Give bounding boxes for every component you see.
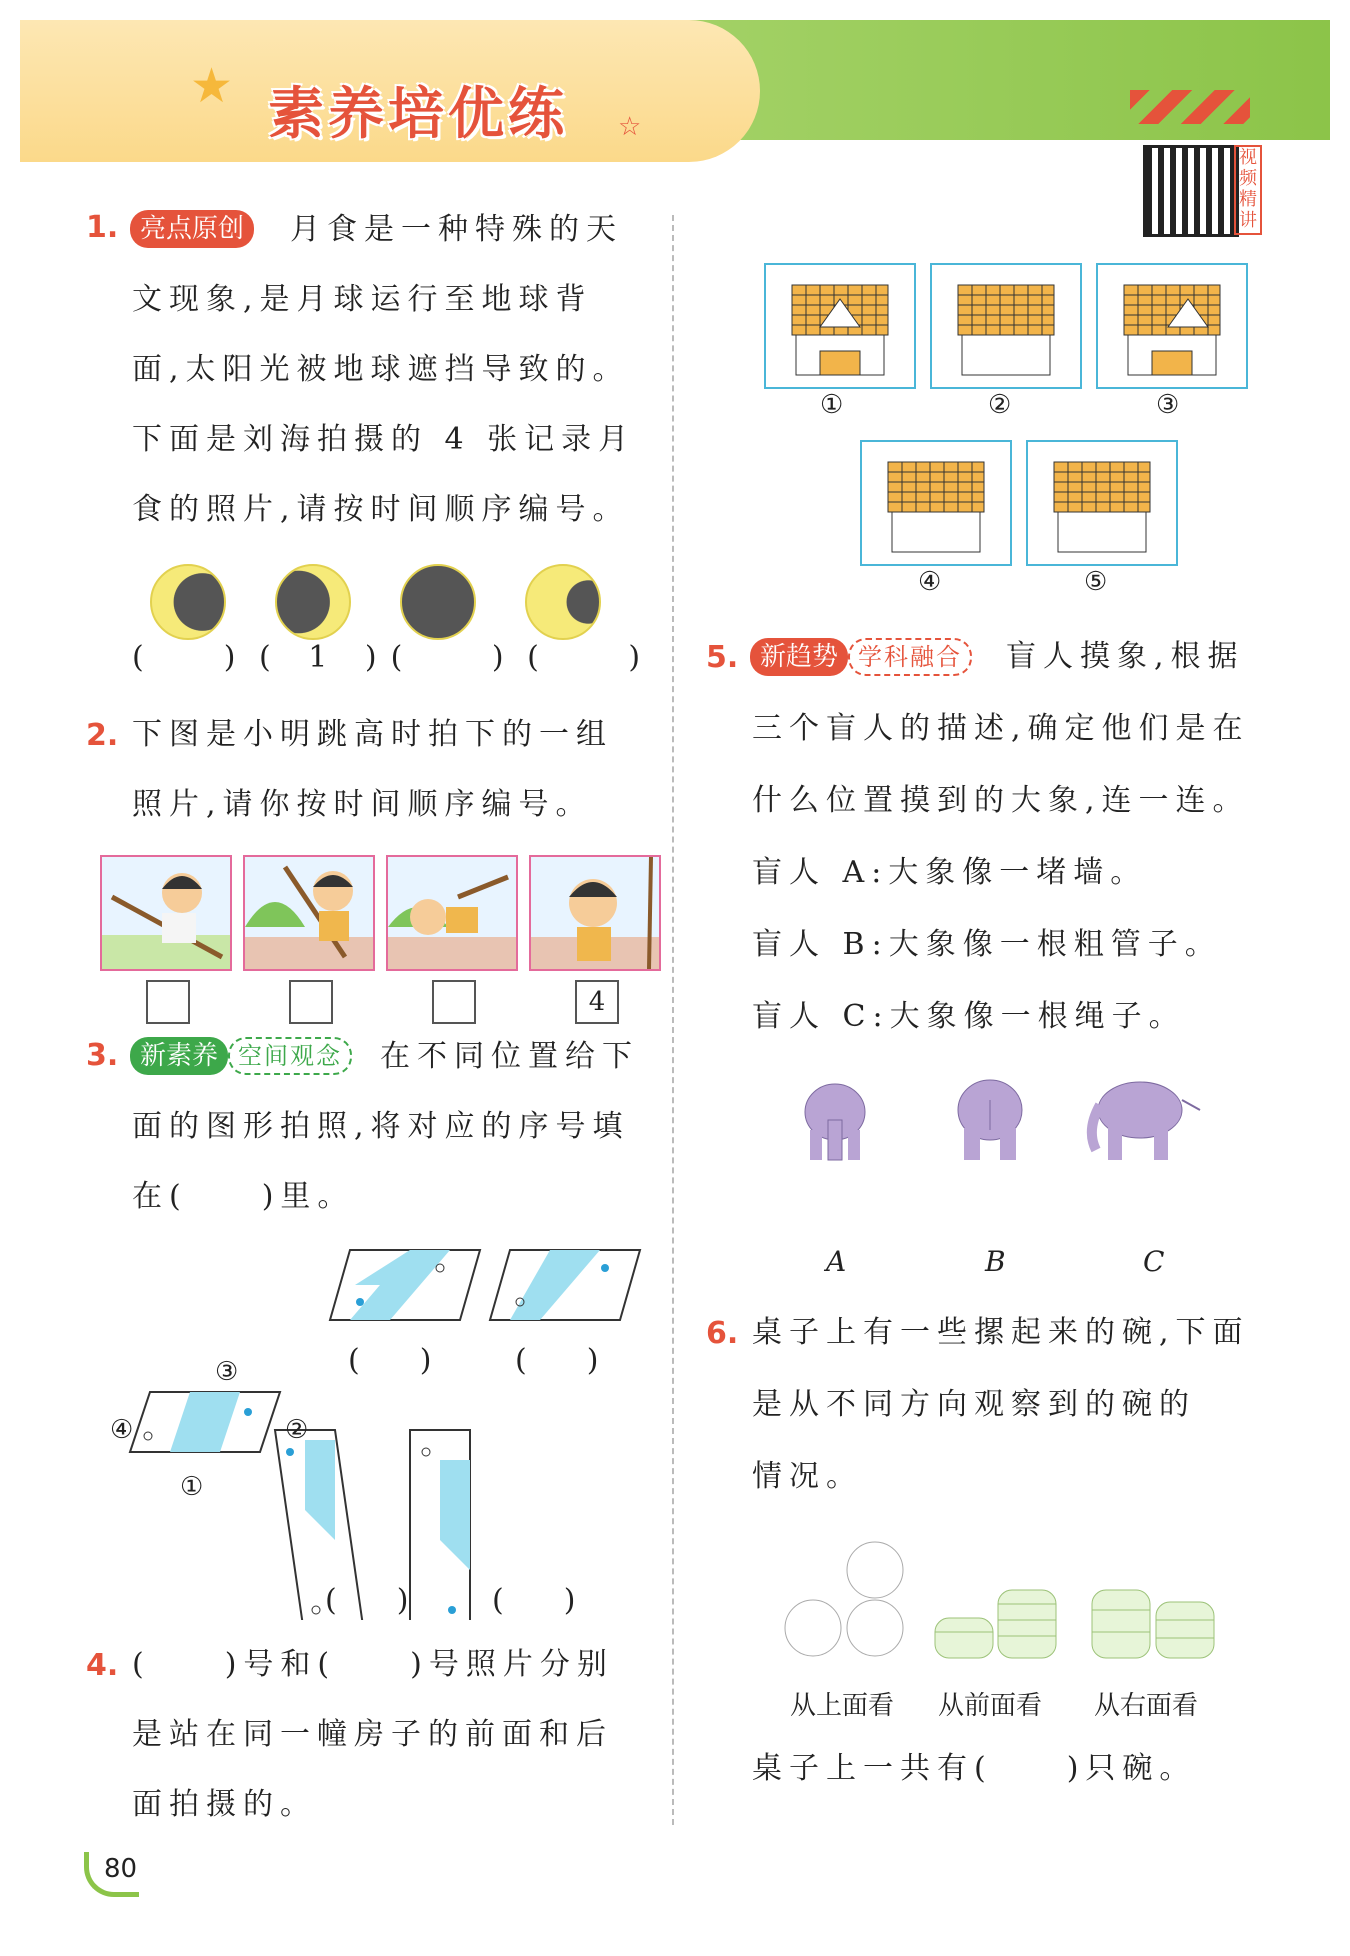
- q3-line-2: 面的图形拍照,将对应的序号填: [132, 1109, 630, 1144]
- q2-answer-box-1[interactable]: [146, 980, 190, 1024]
- jump-photo-1: [100, 855, 232, 971]
- q2-line-1: 下图是小明跳高时拍下的一组: [132, 717, 613, 752]
- house-label-1: ①: [820, 390, 844, 420]
- q6-final-line: 桌子上一共有( )只碗。: [752, 1751, 1197, 1786]
- pos-label-2: ②: [285, 1415, 309, 1445]
- q3-line-3: 在( )里。: [132, 1179, 355, 1214]
- elephant-front-icon: [805, 1084, 865, 1160]
- letter-a: A: [826, 1245, 847, 1278]
- photo-view-a: [330, 1250, 480, 1320]
- pos-label-3: ③: [215, 1357, 239, 1387]
- q5-statement-c: 盲人 C:大象像一根绳子。: [752, 999, 1186, 1034]
- elephants: [790, 1070, 1210, 1170]
- house-label-3: ③: [1156, 390, 1180, 420]
- house-photo-2: [930, 263, 1082, 389]
- q5-line-2: 三个盲人的描述,确定他们是在: [752, 711, 1250, 746]
- q2-line-2: 照片,请你按时间顺序编号。: [132, 787, 593, 822]
- q6-line-2: 是从不同方向观察到的碗的: [752, 1387, 1196, 1422]
- house-label-4: ④: [918, 567, 942, 597]
- q2-answer-box-4: 4: [575, 980, 619, 1024]
- stripe-decoration: [1130, 90, 1250, 124]
- elephant-side-icon: [1092, 1082, 1200, 1160]
- house-photo-4: [860, 440, 1012, 566]
- view-right-label: 从右面看: [1094, 1691, 1199, 1721]
- section-title: 素养培优练: [268, 82, 568, 147]
- q5-number: 5.: [706, 640, 739, 675]
- moon-photo-2: [275, 564, 351, 640]
- q5-line-3: 什么位置摸到的大象,连一连。: [752, 783, 1250, 818]
- q4-number: 4.: [86, 1648, 119, 1683]
- jump-photo-2: [243, 855, 375, 971]
- q1-line-1: 月食是一种特殊的天: [290, 212, 623, 247]
- q3-blank-4[interactable]: ( ): [492, 1583, 576, 1618]
- moon-photo-4: [525, 564, 601, 640]
- q3-blank-3[interactable]: ( ): [325, 1583, 409, 1618]
- q5-statement-a: 盲人 A:大象像一堵墙。: [752, 855, 1148, 890]
- base-figure: [130, 1392, 280, 1452]
- q3-blank-1[interactable]: ( ): [348, 1343, 432, 1378]
- q3-line-1: 在不同位置给下: [380, 1039, 639, 1074]
- q6-line-1: 桌子上有一些摞起来的碗,下面: [752, 1315, 1250, 1350]
- star-icon: ★: [190, 58, 234, 114]
- photo-view-b: [490, 1250, 640, 1320]
- moon-photo-3: [400, 564, 476, 640]
- q1-number: 1.: [86, 210, 119, 245]
- elephant-back-icon: [958, 1080, 1022, 1160]
- q4-line-2: 是站在同一幢房子的前面和后: [132, 1717, 613, 1752]
- column-divider: [672, 215, 674, 1825]
- q2-answer-box-2[interactable]: [289, 980, 333, 1024]
- house-photo-5: [1026, 440, 1178, 566]
- qr-code[interactable]: [1143, 145, 1239, 237]
- front-view: [935, 1590, 1056, 1658]
- q5-statement-b: 盲人 B:大象像一根粗管子。: [752, 927, 1222, 962]
- house-photo-3: [1096, 263, 1248, 389]
- q1-tag: 亮点原创: [130, 210, 254, 248]
- q5-sub-tag: 学科融合: [848, 638, 972, 676]
- jump-photo-3: [386, 855, 518, 971]
- star-icon: ☆: [618, 112, 642, 142]
- q2-answer-box-3[interactable]: [432, 980, 476, 1024]
- q3-blank-2[interactable]: ( ): [515, 1343, 599, 1378]
- q1-line-2: 文现象,是月球运行至地球背: [132, 282, 593, 317]
- page-number: 80: [104, 1854, 138, 1884]
- qr-label: 视频精讲: [1234, 145, 1262, 235]
- q6-number: 6.: [706, 1316, 739, 1351]
- q2-number: 2.: [86, 718, 119, 753]
- q5-tag: 新趋势: [750, 638, 848, 676]
- q3-number: 3.: [86, 1038, 119, 1073]
- top-view: [785, 1542, 903, 1656]
- pos-label-4: ④: [110, 1415, 134, 1445]
- letter-b: B: [985, 1245, 1006, 1278]
- house-label-5: ⑤: [1084, 567, 1108, 597]
- view-front-label: 从前面看: [938, 1691, 1043, 1721]
- right-view: [1092, 1590, 1214, 1658]
- letter-c: C: [1143, 1245, 1165, 1278]
- q4-line-1: ( )号和( )号照片分别: [132, 1647, 614, 1682]
- q3-tag: 新素养: [130, 1037, 228, 1075]
- q1-line-4: 下面是刘海拍摄的 4 张记录月: [132, 422, 636, 457]
- q1-line-5: 食的照片,请按时间顺序编号。: [132, 492, 630, 527]
- q1-answer-row: ( ) ( 1 ) ( ) ( ): [132, 640, 641, 675]
- house-label-2: ②: [988, 390, 1012, 420]
- view-top-label: 从上面看: [790, 1691, 895, 1721]
- q5-line-1: 盲人摸象,根据: [1006, 639, 1245, 674]
- jump-photo-4: [529, 855, 661, 971]
- photo-view-d: [410, 1430, 470, 1620]
- pos-label-1: ①: [180, 1472, 204, 1502]
- q3-figures: [100, 1240, 660, 1620]
- moon-photo-1: [150, 564, 226, 640]
- bowl-views: [780, 1540, 1230, 1670]
- q3-sub-tag: 空间观念: [228, 1037, 352, 1075]
- q4-line-3: 面拍摄的。: [132, 1787, 317, 1822]
- house-photo-1: [764, 263, 916, 389]
- q1-line-3: 面,太阳光被地球遮挡导致的。: [132, 352, 630, 387]
- q6-line-3: 情况。: [752, 1459, 863, 1494]
- q1-known-answer: 1: [308, 640, 328, 675]
